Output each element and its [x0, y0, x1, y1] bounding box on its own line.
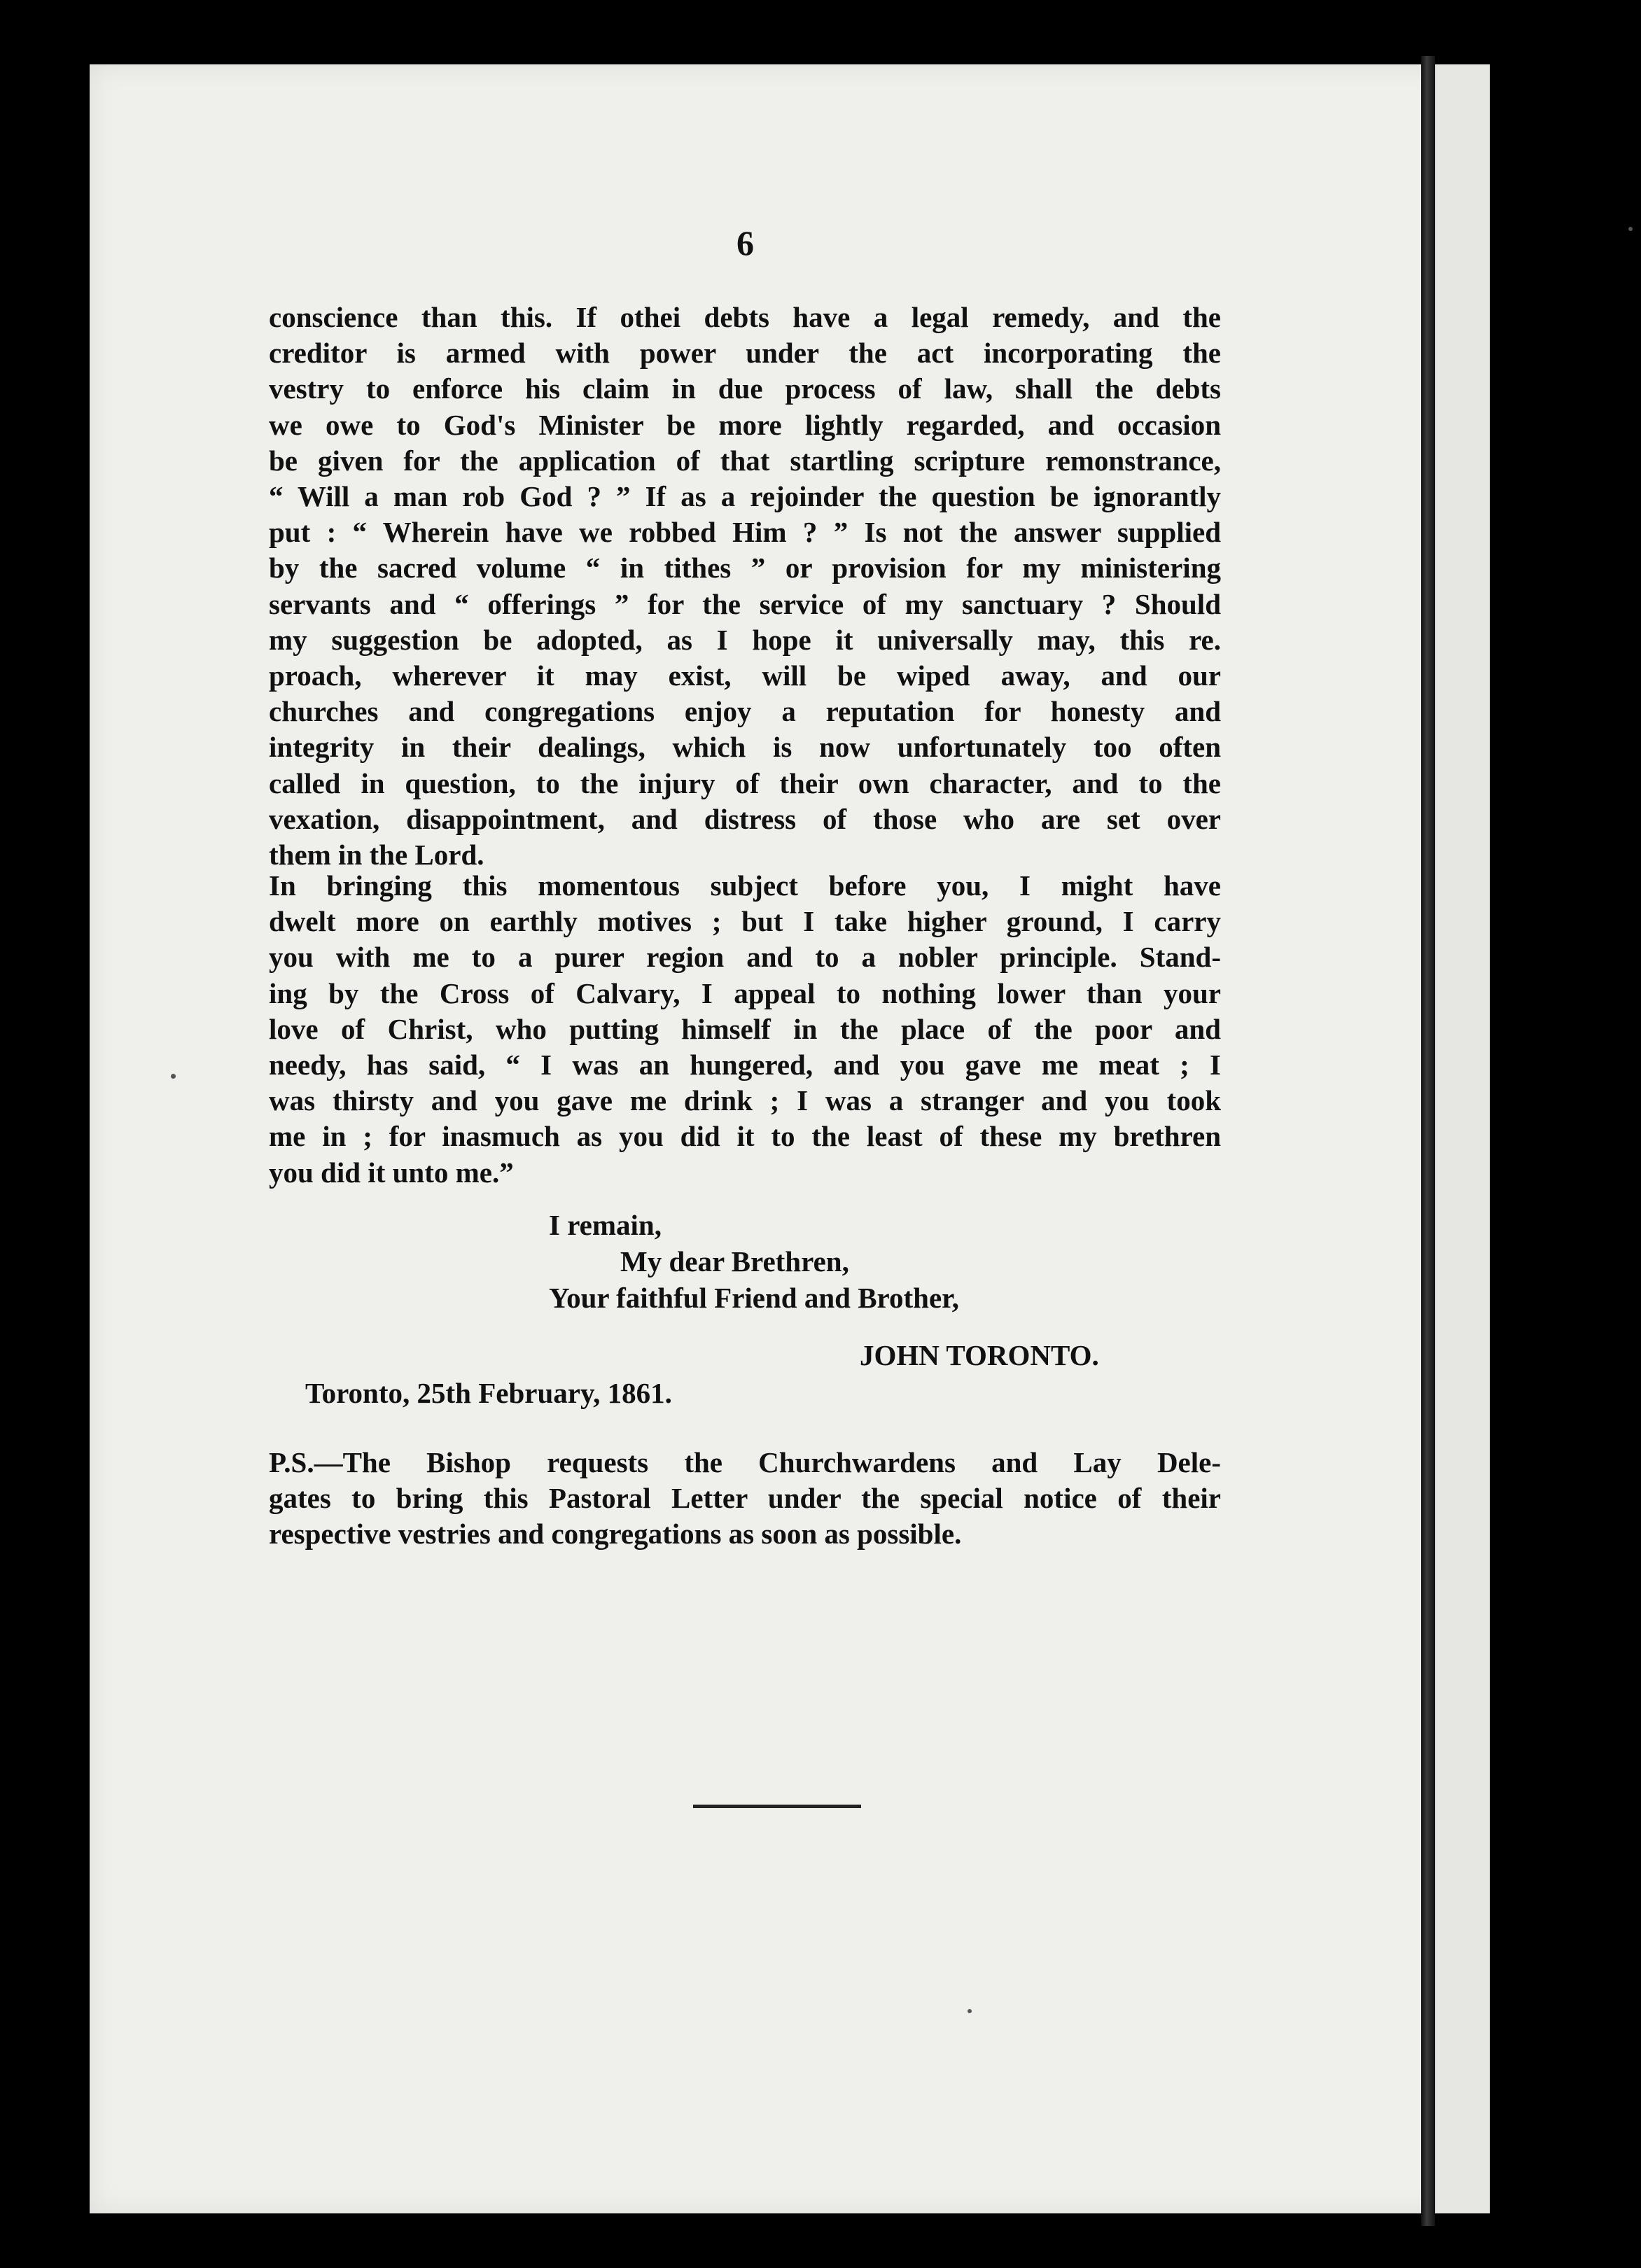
facing-page-edge — [1435, 64, 1490, 2213]
text-line: ing by the Cross of Calvary, I appeal to nothing lower than your — [269, 976, 1221, 1009]
text-line: was thirsty and you gave me drink ; I was a stranger and you took — [269, 1084, 1221, 1117]
text-line: respective vestries and congregations as soon as possible. — [269, 1518, 962, 1550]
text-line: vexation, disappointment, and distress of those who are set over — [269, 802, 1221, 835]
text-line: P.S.—The Bishop requests the Churchwardens and Lay Dele- — [269, 1446, 1221, 1478]
closing-friend: Your faithful Friend and Brother, — [549, 1282, 959, 1314]
scan-speck — [1628, 227, 1633, 231]
scan-speck — [171, 1074, 176, 1079]
closing-remain: I remain, — [549, 1209, 662, 1241]
end-rule — [693, 1805, 861, 1808]
text-line: my suggestion be adopted, as I hope it universally may, this re. — [269, 623, 1221, 656]
book-spine — [1421, 56, 1435, 2226]
paragraph-conscience — [269, 300, 1221, 873]
scan-speck — [968, 2009, 972, 2013]
text-line: dwelt more on earthly motives ; but I take higher ground, I carry — [269, 905, 1221, 938]
text-line: them in the Lord. — [269, 839, 484, 872]
text-line: you did it unto me.” — [269, 1156, 514, 1189]
text-line: gates to bring this Pastoral Letter under the special notice of their — [269, 1482, 1221, 1515]
text-line: integrity in their dealings, which is now unfortunately too often — [269, 731, 1221, 764]
text-line: creditor is armed with power under the act incorporating the — [269, 337, 1221, 370]
text-line: called in question, to the injury of their own character, and to the — [269, 766, 1221, 799]
text-line: “ Will a man rob God ? ” If as a rejoinder the question be ignorantly — [269, 480, 1221, 513]
text-line: churches and congregations enjoy a reputation for honesty and — [269, 695, 1221, 728]
text-line: proach, wherever it may exist, will be wiped away, and our — [269, 659, 1221, 692]
signature: JOHN TORONTO. — [860, 1339, 1099, 1371]
text-line: be given for the application of that startling scripture remonstrance, — [269, 444, 1221, 477]
text-line: vestry to enforce his claim in due process of law, shall the debts — [269, 372, 1221, 405]
text-line: servants and “ offerings ” for the service of my sanctuary ? Should — [269, 587, 1221, 620]
text-line: by the sacred volume “ in tithes ” or provision for my ministering — [269, 552, 1221, 584]
text-line: needy, has said, “ I was an hungered, and you gave me meat ; I — [269, 1049, 1221, 1082]
text-line: put : “ Wherein have we robbed Him ? ” Is not the answer supplied — [269, 516, 1221, 549]
text-line: love of Christ, who putting himself in the place of the poor and — [269, 1012, 1221, 1045]
text-line: we owe to God's Minister be more lightly regarded, and occasion — [269, 408, 1221, 441]
text-line: me in ; for inasmuch as you did it to the least of these my brethren — [269, 1120, 1221, 1153]
postscript — [269, 1445, 1221, 1553]
text-line: you with me to a purer region and to a nobler principle. Stand- — [269, 941, 1221, 974]
closing-salutation: My dear Brethren, — [620, 1245, 849, 1278]
page-number: 6 — [736, 223, 754, 262]
text-line: In bringing this momentous subject before you, I might have — [269, 869, 1221, 902]
paragraph-momentous-subject — [269, 868, 1221, 1191]
text-line: conscience than this. If othei debts have a legal remedy, and the — [269, 301, 1221, 333]
letter-date: Toronto, 25th February, 1861. — [305, 1377, 672, 1409]
